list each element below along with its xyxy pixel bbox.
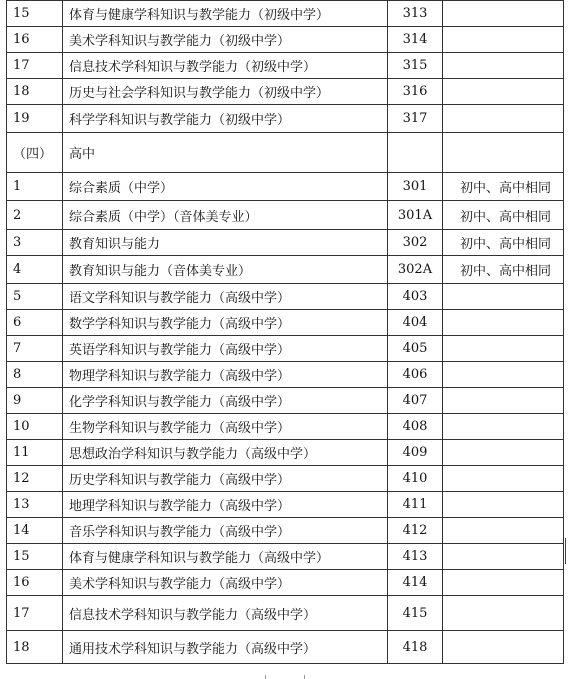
row-number: 10	[7, 414, 63, 440]
row-number: 5	[7, 284, 63, 310]
subject-name: 体育与健康学科知识与教学能力（高级中学）	[63, 544, 388, 570]
exam-subjects-table	[6, 0, 564, 664]
subject-name: 教育知识与能力	[63, 230, 388, 256]
row-number: 9	[7, 388, 63, 414]
table-row	[7, 631, 564, 664]
remark: 初中、高中相同	[443, 201, 564, 230]
row-number: 2	[7, 201, 63, 230]
subject-code: 415	[388, 596, 443, 631]
remark	[443, 336, 564, 362]
table-row	[7, 544, 564, 570]
remark	[443, 466, 564, 492]
table-row	[7, 79, 564, 105]
table-row	[7, 414, 564, 440]
subject-code: 315	[388, 53, 443, 79]
subject-name: 数学学科知识与教学能力（高级中学）	[63, 310, 388, 336]
table-row	[7, 466, 564, 492]
row-number: 19	[7, 105, 63, 133]
page-edge-mark	[565, 538, 566, 564]
subject-code: 408	[388, 414, 443, 440]
row-number: 13	[7, 492, 63, 518]
remark	[443, 362, 564, 388]
subject-code: 405	[388, 336, 443, 362]
subject-name: 英语学科知识与教学能力（高级中学）	[63, 336, 388, 362]
subject-name: 物理学科知识与教学能力（高级中学）	[63, 362, 388, 388]
subject-name: 综合素质（中学）（音体美专业）	[63, 201, 388, 230]
table-row	[7, 1, 564, 27]
subject-name: 历史与社会学科知识与教学能力（初级中学）	[63, 79, 388, 105]
subject-name: 通用技术学科知识与教学能力（高级中学）	[63, 631, 388, 664]
remark	[443, 544, 564, 570]
subject-code: 302A	[388, 256, 443, 284]
remark	[443, 440, 564, 466]
table-row	[7, 133, 564, 173]
subject-name: 美术学科知识与教学能力（高级中学）	[63, 570, 388, 596]
subject-code: 301	[388, 173, 443, 201]
table-row	[7, 492, 564, 518]
subject-name: 语文学科知识与教学能力（高级中学）	[63, 284, 388, 310]
row-number: 12	[7, 466, 63, 492]
row-number: 18	[7, 79, 63, 105]
row-number: 16	[7, 570, 63, 596]
subject-code: 407	[388, 388, 443, 414]
row-number: 18	[7, 631, 63, 664]
subject-name: 思想政治学科知识与教学能力（高级中学）	[63, 440, 388, 466]
subject-code: 411	[388, 492, 443, 518]
table-row	[7, 27, 564, 53]
subject-name: 综合素质（中学）	[63, 173, 388, 201]
subject-name: 生物学科知识与教学能力（高级中学）	[63, 414, 388, 440]
remark	[443, 27, 564, 53]
subject-code: 418	[388, 631, 443, 664]
table-row	[7, 284, 564, 310]
remark	[443, 133, 564, 173]
remark	[443, 388, 564, 414]
table-row	[7, 105, 564, 133]
subject-name: 美术学科知识与教学能力（初级中学）	[63, 27, 388, 53]
table-row	[7, 440, 564, 466]
table-row	[7, 336, 564, 362]
row-number: 11	[7, 440, 63, 466]
subject-code: 313	[388, 1, 443, 27]
row-number: 17	[7, 596, 63, 631]
subject-name: 教育知识与能力（音体美专业）	[63, 256, 388, 284]
subject-code: 406	[388, 362, 443, 388]
remark	[443, 105, 564, 133]
row-number: 1	[7, 173, 63, 201]
table-row	[7, 256, 564, 284]
table-row	[7, 310, 564, 336]
subject-name: 地理学科知识与教学能力（高级中学）	[63, 492, 388, 518]
subject-name: 音乐学科知识与教学能力（高级中学）	[63, 518, 388, 544]
remark: 初中、高中相同	[443, 256, 564, 284]
remark	[443, 570, 564, 596]
subject-code: 302	[388, 230, 443, 256]
row-number: 4	[7, 256, 63, 284]
table-row	[7, 173, 564, 201]
subject-code: 410	[388, 466, 443, 492]
remark	[443, 518, 564, 544]
remark	[443, 284, 564, 310]
subject-code: 301A	[388, 201, 443, 230]
subject-name: 科学学科知识与教学能力（初级中学）	[63, 105, 388, 133]
row-number: 15	[7, 544, 63, 570]
subject-name: 化学学科知识与教学能力（高级中学）	[63, 388, 388, 414]
row-number: 17	[7, 53, 63, 79]
bottom-edge-mark	[265, 675, 305, 679]
subject-code: 317	[388, 105, 443, 133]
subject-code: 409	[388, 440, 443, 466]
remark	[443, 631, 564, 664]
remark	[443, 596, 564, 631]
table-row	[7, 570, 564, 596]
table-row	[7, 596, 564, 631]
remark	[443, 79, 564, 105]
subject-code: 314	[388, 27, 443, 53]
subject-name: 体育与健康学科知识与教学能力（初级中学）	[63, 1, 388, 27]
remark	[443, 414, 564, 440]
row-number: 6	[7, 310, 63, 336]
subject-name: 历史学科知识与教学能力（高级中学）	[63, 466, 388, 492]
row-number: 16	[7, 27, 63, 53]
subject-code: 412	[388, 518, 443, 544]
remark	[443, 1, 564, 27]
subject-code: 404	[388, 310, 443, 336]
table-body	[7, 1, 564, 664]
table-row	[7, 388, 564, 414]
remark	[443, 310, 564, 336]
table-row	[7, 518, 564, 544]
subject-code: 403	[388, 284, 443, 310]
table-row	[7, 362, 564, 388]
subject-code: 316	[388, 79, 443, 105]
remark: 初中、高中相同	[443, 173, 564, 201]
subject-name: 信息技术学科知识与教学能力（初级中学）	[63, 53, 388, 79]
table-row	[7, 53, 564, 79]
subject-code	[388, 133, 443, 173]
subject-code: 414	[388, 570, 443, 596]
subject-name: 高中	[63, 133, 388, 173]
remark: 初中、高中相同	[443, 230, 564, 256]
row-number: （四）	[7, 133, 63, 173]
remark	[443, 492, 564, 518]
row-number: 7	[7, 336, 63, 362]
subject-code: 413	[388, 544, 443, 570]
row-number: 15	[7, 1, 63, 27]
table-row	[7, 230, 564, 256]
row-number: 3	[7, 230, 63, 256]
table-row	[7, 201, 564, 230]
remark	[443, 53, 564, 79]
subject-name: 信息技术学科知识与教学能力（高级中学）	[63, 596, 388, 631]
row-number: 8	[7, 362, 63, 388]
row-number: 14	[7, 518, 63, 544]
